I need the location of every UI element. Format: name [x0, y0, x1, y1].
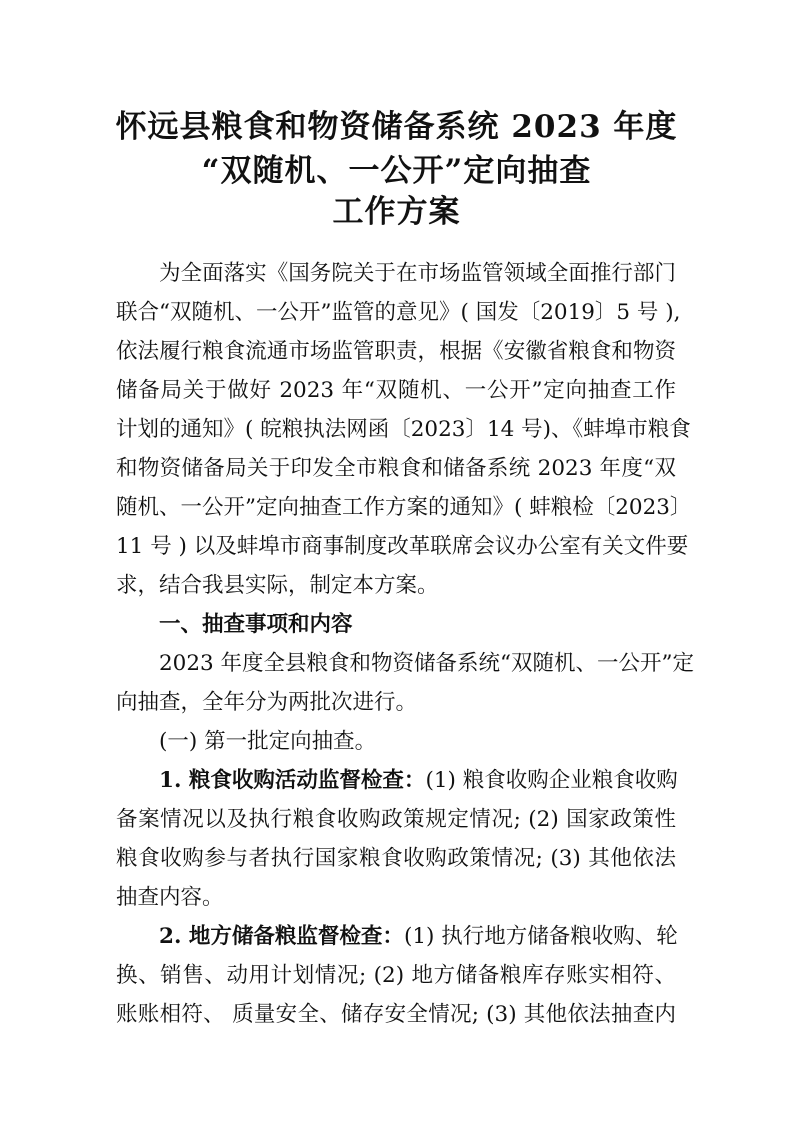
section-heading: 一、抽查事项和内容 — [159, 612, 353, 637]
item-text: (1) 执行地方储备粮收购、轮 — [403, 924, 678, 949]
item-first-line — [159, 926, 676, 948]
item-text: (1) 粮食收购企业粮食收购 — [425, 768, 678, 793]
title-line-3: 工作方案 — [332, 194, 461, 230]
item-line: 账账相符、 质量安全、储存安全情况; (3) 其他依法抽查内 — [116, 1002, 676, 1027]
title-line-2: “双随机、一公开”定向抽查 — [201, 153, 592, 189]
intro-line: 计划的通知》( 皖粮执法网函〔2023〕14 号)、《蚌埠市粮食 — [116, 417, 691, 442]
intro-line: 为全面落实《国务院关于在市场监管领域全面推行部门 — [159, 261, 676, 286]
item-line: 抽查内容。 — [116, 885, 224, 910]
intro-line: 和物资储备局关于印发全市粮食和储备系统 2023 年度“双 — [116, 456, 676, 481]
title-line-1: 怀远县粮食和物资储备系统 2023 年度 — [115, 109, 678, 145]
item-line: 粮食收购参与者执行国家粮食收购政策情况; (3) 其他依法 — [116, 846, 676, 871]
intro-line: 求，结合我县实际，制定本方案。 — [116, 573, 439, 598]
item-first-line — [159, 770, 676, 792]
subsection-heading: (一) 第一批定向抽查。 — [159, 729, 377, 754]
section-para-line: 向抽查，全年分为两批次进行。 — [116, 690, 418, 715]
intro-line: 储备局关于做好 2023 年“双随机、一公开”定向抽查工作 — [116, 378, 676, 403]
item-line: 备案情况以及执行粮食收购政策规定情况; (2) 国家政策性 — [116, 807, 676, 832]
section-para-line: 2023 年度全县粮食和物资储备系统“双随机、一公开”定 — [159, 651, 695, 676]
intro-line: 依法履行粮食流通市场监管职责，根据《安徽省粮食和物资 — [116, 339, 676, 364]
item-label: 1. 粮食收购活动监督检查： — [159, 768, 426, 793]
intro-line: 11 号 ) 以及蚌埠市商事制度改革联席会议办公室有关文件要 — [116, 534, 689, 559]
item-line: 换、销售、动用计划情况; (2) 地方储备粮库存账实相符、 — [116, 963, 676, 988]
intro-line: 联合“双随机、一公开”监管的意见》( 国发〔2019〕5 号 ), — [116, 300, 681, 325]
item-label: 2. 地方储备粮监督检查： — [159, 924, 404, 949]
intro-line: 随机、一公开”定向抽查工作方案的通知》( 蚌粮检〔2023〕 — [116, 495, 692, 520]
